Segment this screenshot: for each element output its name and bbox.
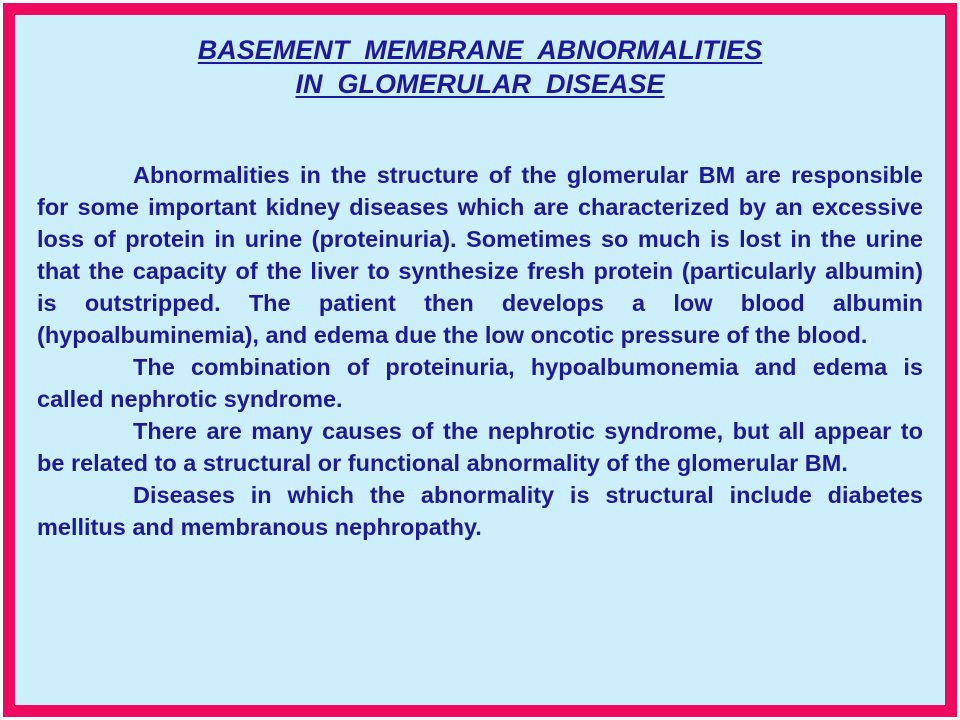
paragraph-2: The combination of proteinuria, hypoalbumonemia and edema is called nephrotic syndrome. xyxy=(37,354,923,412)
title-line-2: IN GLOMERULAR DISEASE xyxy=(295,69,665,99)
slide-body xyxy=(37,159,923,543)
paragraph-1: Abnormalities in the structure of the glomerular BM are responsible for some important kidney diseases which are characterized by an excessive loss of protein in urine (proteinuria). Sometimes so much is lost in the urine that the capacity of the liver to synthesize fresh protein (particularly albumin) is outstripped. The patient then develops a low blood albumin (hypoalbuminemia), and edema due the low oncotic pressure of the blood. xyxy=(37,162,923,348)
slide-frame xyxy=(3,3,957,717)
paragraph-4: Diseases in which the abnormality is structural include diabetes mellitus and membranous nephropathy. xyxy=(37,482,923,540)
title-line-1: BASEMENT MEMBRANE ABNORMALITIES xyxy=(197,35,763,65)
paragraph-3: There are many causes of the nephrotic syndrome, but all appear to be related to a structural or functional abnormality of the glomerular BM. xyxy=(37,418,923,476)
slide-title xyxy=(15,33,945,101)
